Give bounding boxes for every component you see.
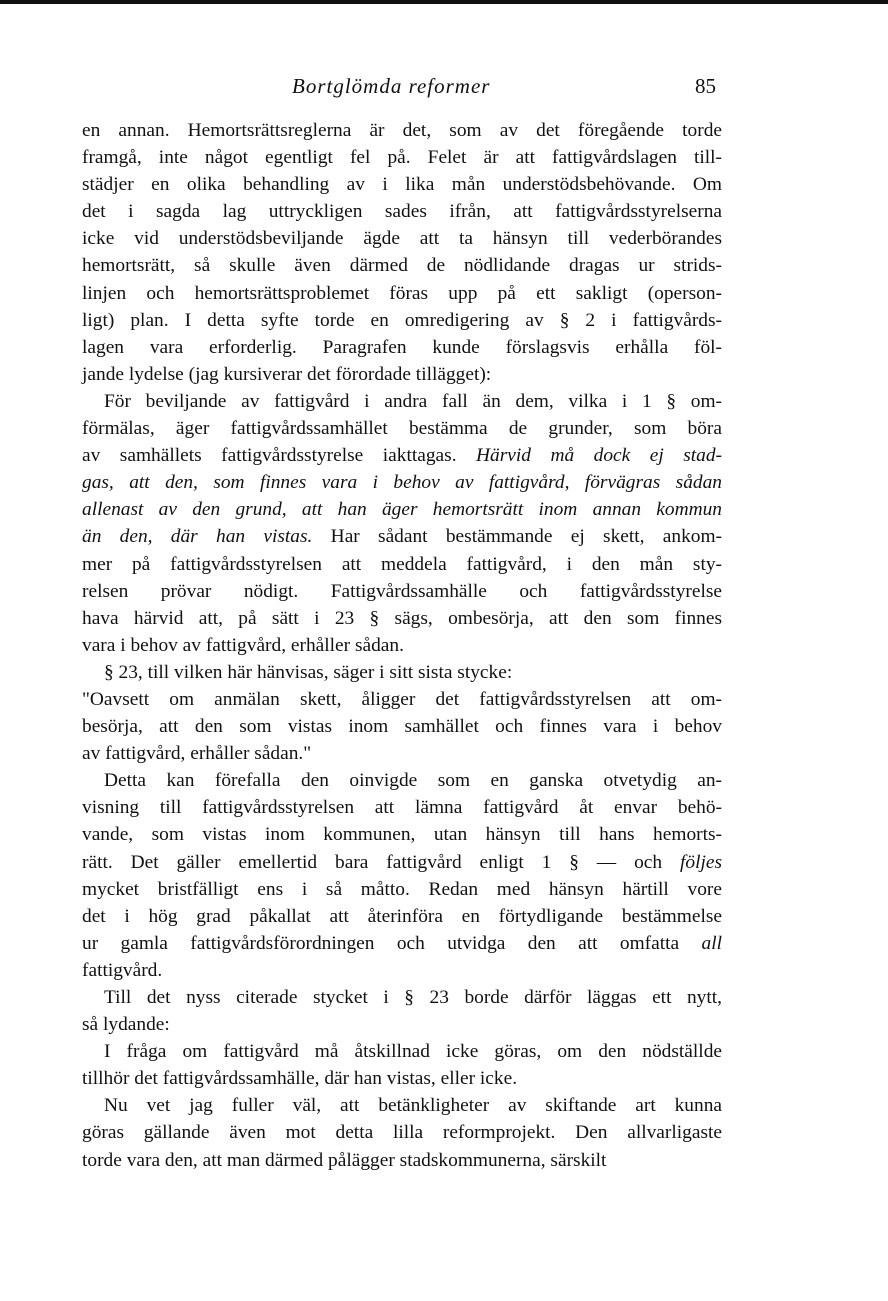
text-line: [82, 821, 722, 848]
body-text: [82, 117, 722, 1174]
text-segment: vande, som vistas inom kommunen, utan hänsyn till hans hemorts-: [82, 824, 722, 846]
text-line: [82, 632, 722, 659]
text-segment: framgå, inte något egentligt fel på. Felet är att fattigvårdslagen till-: [82, 147, 722, 169]
text-segment: linjen och hemortsrättsproblemet föras upp på ett sakligt (operson-: [82, 282, 722, 304]
text-segment: hava härvid att, på sätt i 23 § sägs, ombesörja, att den som finnes: [82, 607, 722, 629]
text-segment: rätt. Det gäller emellertid bara fattigvård enligt 1 § — och: [82, 851, 680, 873]
italic-segment: följes: [679, 851, 722, 873]
text-segment: torde vara den, att man därmed pålägger stadskommunerna, särskilt: [82, 1149, 607, 1171]
text-segment: visning till fattigvårdsstyrelsen att lämna fattigvård åt envar behö-: [82, 797, 722, 819]
text-segment: göras gällande även mot detta lilla reformprojekt. Den allvarligaste: [82, 1122, 722, 1144]
text-segment: av fattigvård, erhåller sådan.": [82, 743, 312, 765]
text-line: [82, 1147, 722, 1174]
text-line: [82, 198, 722, 225]
paragraph: [82, 767, 722, 984]
text-line: [82, 578, 722, 605]
paragraph: [82, 984, 722, 1038]
text-segment: Har sådant bestämmande ej skett, ankom-: [312, 526, 723, 548]
running-title: Bortglömda reformer: [292, 74, 491, 98]
text-line: [82, 903, 722, 930]
text-segment: Nu vet jag fuller väl, att betänkligheter av skiftande art kunna: [104, 1095, 722, 1117]
text-segment: det i hög grad påkallat att återinföra en förtydligande bestämmelse: [82, 905, 722, 927]
text-line: [82, 144, 722, 171]
text-line: [82, 469, 722, 496]
text-line: [82, 659, 722, 686]
text-line: [82, 117, 722, 144]
text-segment: jande lydelse (jag kursiverar det förordade tillägget):: [82, 363, 492, 385]
text-segment: så lydande:: [82, 1014, 170, 1036]
text-line: [82, 1092, 722, 1119]
paragraph: [82, 1092, 722, 1173]
text-line: [82, 496, 722, 523]
page-number: 85: [695, 74, 716, 98]
text-segment: icke vid understödsbeviljande ägde att ta hänsyn till vederbörandes: [82, 228, 722, 250]
text-segment: mycket bristfälligt ens i så måtto. Redan med hänsyn härtill vore: [82, 878, 722, 900]
text-segment: städjer en olika behandling av i lika mån understödsbehövande. Om: [82, 174, 722, 196]
text-segment: hemortsrätt, så skulle även därmed de nödlidande dragas ur strids-: [82, 255, 722, 277]
text-line: [82, 713, 722, 740]
text-line: [82, 1065, 722, 1092]
text-segment: av samhällets fattigvårdsstyrelse iakttagas.: [82, 445, 477, 467]
italic-segment: än den, där han vistas.: [82, 526, 313, 548]
text-line: [82, 252, 722, 279]
text-line: [82, 415, 722, 442]
text-segment: lagen vara erforderlig. Paragrafen kunde förslagsvis erhålla föl-: [82, 336, 722, 358]
text-segment: besörja, att den som vistas inom samhället och finnes vara i behov: [82, 716, 722, 738]
text-segment: relsen prövar nödigt. Fattigvårdssamhälle och fattigvårdsstyrelse: [82, 580, 722, 602]
text-segment: § 23, till vilken här hänvisas, säger i sitt sista stycke:: [104, 661, 513, 683]
text-segment: tillhör det fattigvårdssamhälle, där han vistas, eller icke.: [82, 1068, 518, 1090]
italic-segment: all: [701, 932, 722, 954]
page-header: [0, 74, 888, 104]
text-segment: I fråga om fattigvård må åtskillnad icke göras, om den nödställde: [104, 1041, 722, 1063]
italic-segment: allenast av den grund, att han äger hemortsrätt inom annan kommun: [82, 499, 722, 521]
paragraph: [82, 686, 722, 767]
text-line: [82, 686, 722, 713]
text-line: [82, 280, 722, 307]
text-line: [82, 849, 722, 876]
text-line: [82, 1011, 722, 1038]
text-line: [82, 930, 722, 957]
text-segment: mer på fattigvårdsstyrelsen att meddela fattigvård, i den mån sty-: [82, 553, 722, 575]
italic-segment: gas, att den, som finnes vara i behov av fattigvård, förvägras sådan: [82, 472, 722, 494]
text-line: [82, 171, 722, 198]
text-line: [82, 876, 722, 903]
text-segment: fattigvård.: [82, 959, 163, 981]
text-line: [82, 361, 722, 388]
text-line: [82, 957, 722, 984]
paragraph: [82, 1038, 722, 1092]
text-segment: en annan. Hemortsrättsreglerna är det, som av det föregående torde: [82, 120, 722, 141]
text-segment: "Oavsett om anmälan skett, åligger det fattigvårdsstyrelsen att om-: [82, 688, 722, 710]
text-line: [82, 1038, 722, 1065]
text-line: [82, 767, 722, 794]
italic-segment: Härvid må dock ej stad-: [476, 445, 722, 467]
text-segment: ligt) plan. I detta syfte torde en omredigering av § 2 i fattigvårds-: [82, 309, 722, 331]
page-top-edge: [0, 0, 888, 4]
text-segment: Detta kan förefalla den oinvigde som en ganska otvetydig an-: [104, 770, 722, 792]
text-line: [82, 551, 722, 578]
text-line: [82, 1119, 722, 1146]
text-line: [82, 740, 722, 767]
text-segment: förmälas, äger fattigvårdssamhället bestämma de grunder, som böra: [82, 418, 722, 440]
paragraph: [82, 388, 722, 659]
text-line: [82, 794, 722, 821]
text-segment: vara i behov av fattigvård, erhåller sådan.: [82, 634, 404, 656]
text-line: [82, 605, 722, 632]
paragraph: [82, 659, 722, 686]
text-line: [82, 307, 722, 334]
text-segment: det i sagda lag uttryckligen sades ifrån, att fattigvårdsstyrelserna: [82, 201, 722, 223]
text-segment: ur gamla fattigvårdsförordningen och utvidga den att omfatta: [82, 932, 702, 954]
text-line: [82, 225, 722, 252]
text-segment: Till det nyss citerade stycket i § 23 borde därför läggas ett nytt,: [104, 987, 722, 1008]
text-line: [82, 388, 722, 415]
text-line: [82, 442, 722, 469]
text-segment: För beviljande av fattigvård i andra fall än dem, vilka i 1 § om-: [104, 390, 722, 412]
text-line: [82, 523, 722, 550]
paragraph: [82, 117, 722, 388]
text-line: [82, 334, 722, 361]
text-line: [82, 984, 722, 1011]
